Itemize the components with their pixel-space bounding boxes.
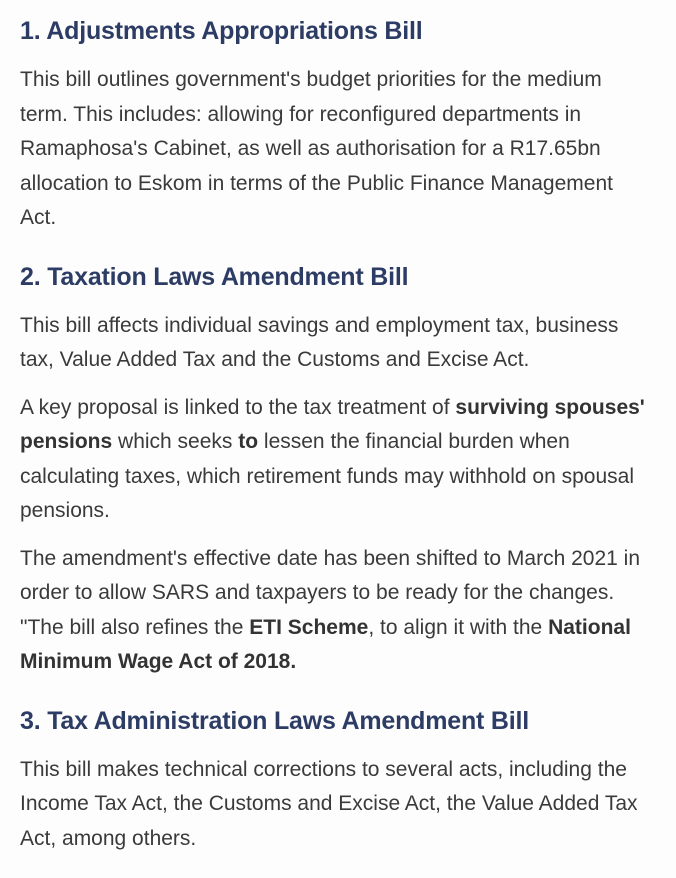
bold-text: National Minimum Wage Act of 2018. — [20, 615, 631, 673]
paragraph: This bill affects individual savings and employment tax, business tax, Value Added Tax and the Customs and Excise Act. — [20, 313, 619, 371]
paragraph: This bill outlines government's budget priorities for the medium term. This includes: allowing for reconfigured departments in Ramaphosa's Cabinet, as well as authorisation for a R17.65bn allocation to Eskom in terms of the Public Finance Management Act. — [20, 68, 613, 229]
section-heading-taxation-laws-amendment-bill: 2. Taxation Laws Amendment Bill — [20, 262, 409, 291]
paragraph: The amendment's effective date has been shifted to March 2021 in order to allow SARS and taxpayers to be ready for the changes. "The bill also refines the ETI Scheme, to align it with the National Minimum Wage Act of 2018. — [20, 546, 641, 673]
bold-text: ETI Scheme — [249, 615, 369, 639]
bold-text: to — [238, 430, 259, 453]
section-adjustments-appropriations-bill — [20, 16, 652, 236]
section-taxation-laws-amendment-bill — [20, 262, 652, 680]
bold-text: surviving spouses' pensions — [20, 395, 645, 453]
section-heading-adjustments-appropriations-bill: 1. Adjustments Appropriations Bill — [20, 17, 423, 45]
section-tax-administration-laws-amendment-bill — [20, 706, 652, 857]
paragraph: This bill makes technical corrections to several acts, including the Income Tax Act, the Customs and Excise Act, the Value Added Tax Act, among others. — [20, 757, 638, 850]
paragraph: A key proposal is linked to the tax treatment of surviving spouses' pensions which seeks to lessen the financial burden when calculating taxes, which retirement funds may withhold on spousal pensions. — [20, 395, 645, 522]
section-heading-tax-administration-laws-amendment-bill: 3. Tax Administration Laws Amendment Bill — [20, 706, 530, 735]
